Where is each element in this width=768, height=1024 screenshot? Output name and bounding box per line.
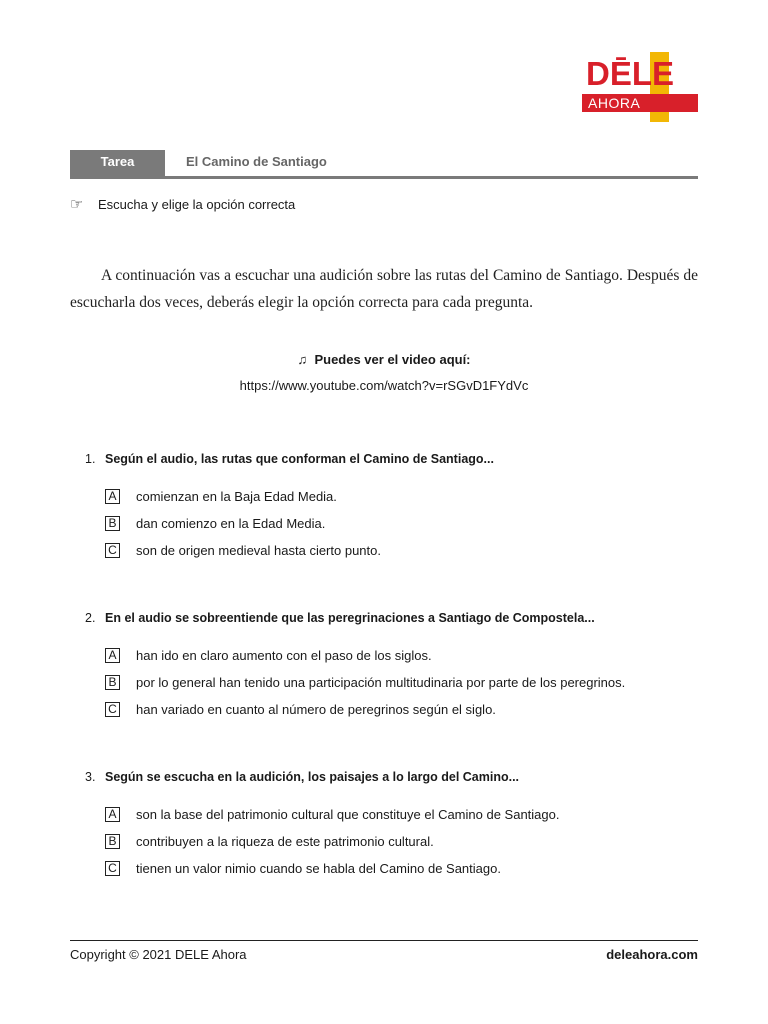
question-number: 3. — [85, 770, 96, 784]
music-note-icon: ♫ — [297, 352, 308, 367]
video-link[interactable]: https://www.youtube.com/watch?v=rSGvD1FYdVc — [239, 378, 529, 393]
instruction-text: Escucha y elige la opción correcta — [98, 197, 296, 212]
option-letter-box[interactable]: A — [105, 648, 120, 663]
task-header — [70, 150, 698, 178]
option-text: han variado en cuanto al número de peregrinos según el siglo. — [136, 702, 496, 717]
question-1 — [85, 450, 698, 564]
intro-text: A continuación vas a escuchar una audición sobre las rutas del Camino de Santiago. Después de escucharla dos veces, deberás elegir la opción correcta para cada pregunta. — [70, 267, 698, 311]
option-text: comienzan en la Baja Edad Media. — [136, 489, 337, 504]
option-text: tienen un valor nimio cuando se habla del Camino de Santiago. — [136, 861, 501, 876]
option-letter-box[interactable]: B — [105, 516, 120, 531]
option-list — [105, 801, 698, 882]
option-c[interactable] — [105, 537, 698, 564]
task-label: Tarea — [70, 150, 165, 176]
intro-paragraph — [70, 262, 698, 316]
option-letter-box[interactable]: B — [105, 675, 120, 690]
video-heading — [70, 350, 698, 370]
option-letter-box[interactable]: C — [105, 861, 120, 876]
option-list — [105, 642, 698, 723]
option-letter-box[interactable]: A — [105, 807, 120, 822]
question-number: 2. — [85, 611, 96, 625]
logo-wordmark: DĒLE — [586, 55, 675, 92]
option-text: son la base del patrimonio cultural que constituye el Camino de Santiago. — [136, 807, 560, 822]
question-stem — [85, 450, 698, 468]
option-c[interactable] — [105, 855, 698, 882]
question-stem — [85, 609, 698, 627]
dele-ahora-logo — [582, 52, 700, 122]
option-a[interactable] — [105, 483, 698, 510]
instruction — [70, 196, 295, 214]
option-text: contribuyen a la riqueza de este patrimonio cultural. — [136, 834, 434, 849]
option-c[interactable] — [105, 696, 698, 723]
logo-subtitle: AHORA — [588, 95, 641, 111]
option-letter-box[interactable]: A — [105, 489, 120, 504]
question-text: En el audio se sobreentiende que las peregrinaciones a Santiago de Compostela... — [105, 611, 595, 625]
video-title: Puedes ver el video aquí: — [314, 352, 471, 367]
option-letter-box[interactable]: C — [105, 702, 120, 717]
footer-divider — [70, 940, 698, 941]
video-block — [70, 350, 698, 396]
header-divider — [70, 176, 698, 179]
option-b[interactable] — [105, 828, 698, 855]
option-text: por lo general han tenido una participación multitudinaria por parte de los peregrinos. — [136, 675, 626, 690]
option-a[interactable] — [105, 642, 698, 669]
question-text: Según se escucha en la audición, los paisajes a lo largo del Camino... — [105, 770, 520, 784]
question-text: Según el audio, las rutas que conforman el Camino de Santiago... — [105, 452, 494, 466]
option-b[interactable] — [105, 669, 698, 696]
question-stem — [85, 768, 698, 786]
footer-copyright: Copyright © 2021 DELE Ahora — [70, 947, 247, 962]
option-a[interactable] — [105, 801, 698, 828]
footer-site-link[interactable]: deleahora.com — [606, 947, 698, 962]
question-3 — [85, 768, 698, 882]
option-text: dan comienzo en la Edad Media. — [136, 516, 326, 531]
question-number: 1. — [85, 452, 96, 466]
option-text: son de origen medieval hasta cierto punto. — [136, 543, 381, 558]
option-text: han ido en claro aumento con el paso de los siglos. — [136, 648, 432, 663]
task-title: El Camino de Santiago — [186, 154, 327, 169]
option-letter-box[interactable]: C — [105, 543, 120, 558]
question-2 — [85, 609, 698, 723]
hand-pointing-icon: ☞ — [70, 196, 84, 213]
option-b[interactable] — [105, 510, 698, 537]
option-list — [105, 483, 698, 564]
option-letter-box[interactable]: B — [105, 834, 120, 849]
